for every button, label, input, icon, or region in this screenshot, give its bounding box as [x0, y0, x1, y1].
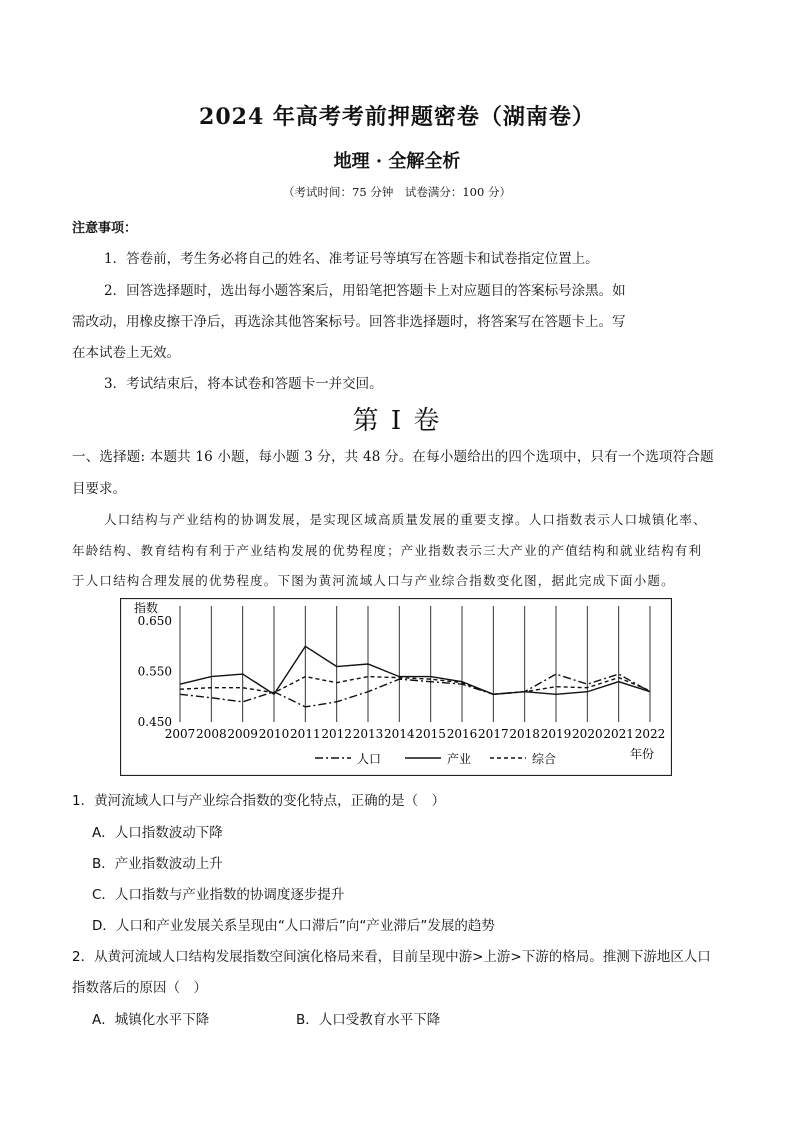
- x-tick-label: 2012: [321, 727, 352, 741]
- material-line-1: 人口结构与产业结构的协调发展，是实现区域高质量发展的重要支撑。人口指数表示人口城镇化率、: [104, 512, 707, 527]
- x-tick-label: 2011: [290, 727, 321, 741]
- page-title: 2024 年高考考前押题密卷（湖南卷）: [199, 104, 595, 130]
- exam-info: （考试时间：75 分钟 试卷满分：100 分）: [283, 185, 511, 199]
- x-tick-label: 2021: [603, 727, 634, 741]
- notice-item-2-cont: 需改动，用橡皮擦干净后，再选涂其他答案标号。回答非选择题时，将答案写在答题卡上。写: [72, 314, 626, 330]
- x-tick-label: 2016: [446, 727, 478, 741]
- material-line-2: 年龄结构、教育结构有利于产业结构发展的优势程度；产业指数表示三大产业的产值结构和就业结构有利: [72, 543, 703, 558]
- question-2-stem: 2．从黄河流域人口结构发展指数空间演化格局来看，目前呈现中游>上游>下游的格局。推测下游地区人口: [72, 949, 711, 965]
- section-instructions: 一、选择题: 本题共 16 小题，每小题 3 分，共 48 分。在每小题给出的四个选项中，只有一个选项符合题: [72, 449, 714, 465]
- population-industry-chart: [120, 598, 672, 776]
- y-tick-label: 0.450: [137, 715, 172, 729]
- x-tick-label: 2022: [634, 727, 666, 741]
- x-tick-label: 2019: [540, 727, 572, 741]
- notice-heading: 注意事项：: [72, 221, 138, 236]
- legend-label-1: 人口: [357, 752, 382, 766]
- question-1-stem: [72, 789, 445, 809]
- x-tick-label: 2008: [196, 727, 227, 741]
- notice-item-1: 1．答卷前，考生务必将自己的姓名、准考证号等填写在答题卡和试卷指定位置上。: [104, 251, 599, 267]
- question-1-text: 1．黄河流域人口与产业综合指数的变化特点，正确的是（ ）: [72, 793, 446, 809]
- y-tick-label: 0.550: [137, 664, 172, 679]
- notice-item-2-cont2: 在本试卷上无效。: [72, 345, 180, 361]
- q1-option-b: B．产业指数波动上升: [92, 856, 223, 872]
- x-tick-label: 2018: [509, 727, 540, 741]
- legend-label-2: 产业: [447, 752, 472, 766]
- chart-xlabel: 年份: [630, 747, 655, 761]
- q1-option-a: A．人口指数波动下降: [92, 825, 223, 841]
- q1-option-c: C．人口指数与产业指数的协调度逐步提升: [92, 887, 345, 903]
- q2-option-b: B．人口受教育水平下降: [296, 1012, 441, 1028]
- x-tick-label: 2015: [415, 727, 446, 741]
- page-subtitle: 地理 · 全解全析: [333, 151, 461, 172]
- legend-label-3: 综合: [532, 752, 557, 766]
- question-2-stem-cont: 指数落后的原因（ ）: [72, 980, 207, 996]
- x-tick-label: 2013: [352, 727, 384, 741]
- chart-frame: [121, 599, 672, 776]
- q2-option-a: A．城镇化水平下降: [92, 1012, 210, 1028]
- x-tick-label: 2009: [227, 727, 258, 741]
- section-instructions-cont: 目要求。: [72, 481, 126, 497]
- notice-item-3: 3．考试结束后，将本试卷和答题卡一并交回。: [104, 376, 383, 392]
- section-title: 第 I 卷: [352, 406, 442, 436]
- x-tick-label: 2010: [258, 727, 290, 741]
- x-tick-label: 2017: [478, 727, 509, 741]
- x-tick-label: 2020: [572, 727, 603, 741]
- x-tick-label: 2014: [384, 727, 415, 741]
- x-tick-label: 2007: [164, 727, 196, 741]
- chart-ylabel: 指数: [134, 601, 159, 615]
- notice-item-2: 2．回答选择题时，选出每小题答案后，用铅笔把答题卡上对应题目的答案标号涂黑。如: [104, 283, 626, 299]
- material-line-3: 于人口结构合理发展的优势程度。下图为黄河流域人口与产业综合指数变化图，据此完成下面小题。: [72, 573, 675, 588]
- q1-option-d: D．人口和产业发展关系呈现由“人口滞后”向“产业滞后”发展的趋势: [92, 918, 495, 934]
- y-tick-label: 0.650: [137, 614, 172, 629]
